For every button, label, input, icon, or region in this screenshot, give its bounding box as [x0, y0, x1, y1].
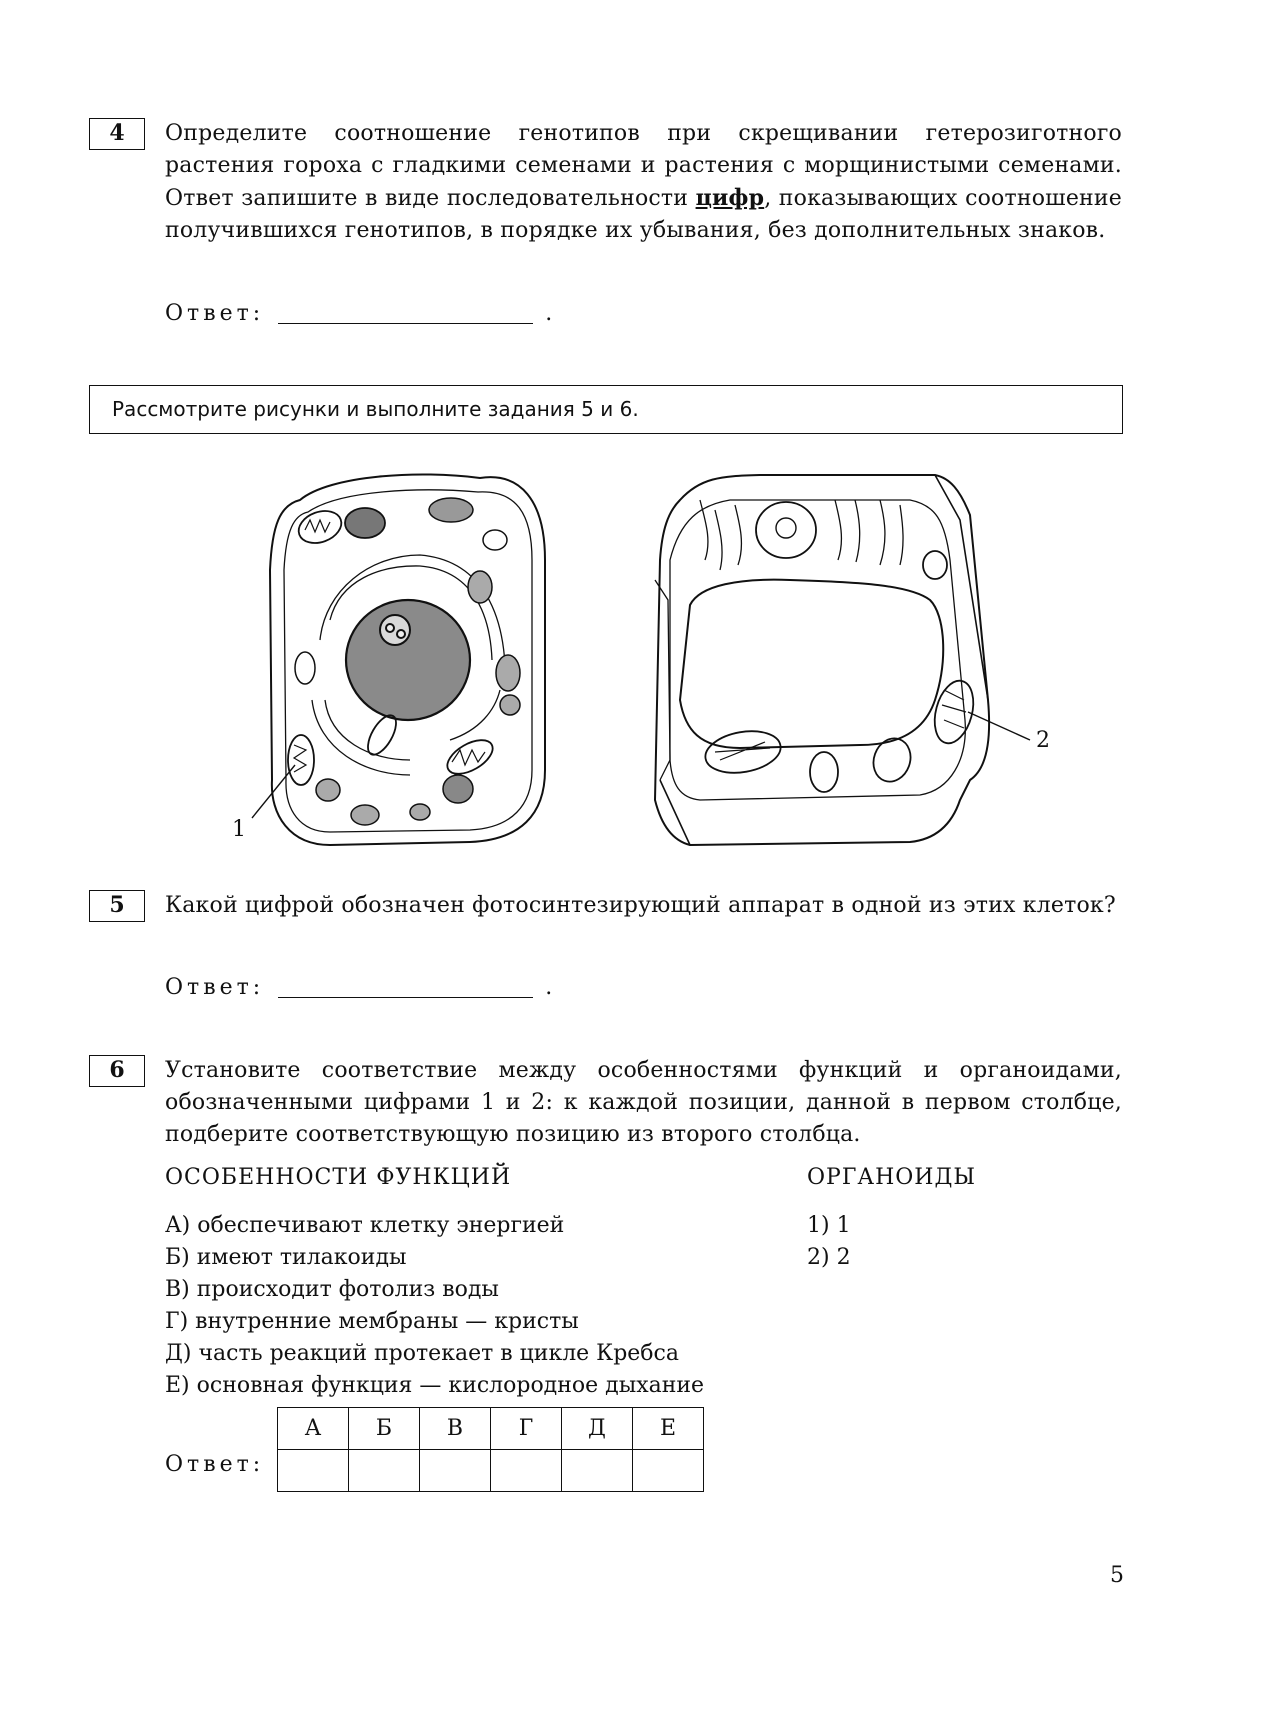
- feature-item: Г) внутренние мембраны — кристы: [165, 1309, 579, 1334]
- question-5-answer: Ответ: .: [165, 975, 557, 1000]
- answer-table-header: А: [278, 1408, 349, 1450]
- figure-label-2: 2: [1036, 728, 1050, 753]
- answer-label: Ответ:: [165, 301, 265, 326]
- instruction-box: Рассмотрите рисунки и выполните задания 5 и 6.: [89, 385, 1123, 434]
- question-number-5: 5: [89, 890, 145, 922]
- answer-table-header: Д: [562, 1408, 633, 1450]
- question-4-text-before: Определите соотношение генотипов при скрещивании гетерозиготного растения гороха с гладкими семенами и растения с морщинистыми семенами. Ответ запишите в виде последовательности: [165, 121, 1122, 211]
- question-6-text: Установите соответствие между особенностями функций и органоидами, обозначенными цифрами 1 и 2: к каждой позиции, данной в первом столбце, подберите соответствующую позицию из второго столбца.: [165, 1058, 1122, 1147]
- answer-cell[interactable]: [278, 1450, 349, 1492]
- plant-cell-wall: [655, 475, 989, 845]
- question-4-answer: Ответ: .: [165, 301, 557, 326]
- answer-cell[interactable]: [349, 1450, 420, 1492]
- feature-item: Б) имеют тилакоиды: [165, 1245, 407, 1270]
- plant-chloroplast-labeled: [928, 676, 979, 747]
- question-4-emphasis: цифр: [695, 185, 765, 211]
- answer-table-header: Г: [491, 1408, 562, 1450]
- organoids-header: ОРГАНОИДЫ: [807, 1165, 977, 1190]
- animal-nucleus: [346, 600, 470, 720]
- answer-table-header-row: [278, 1408, 704, 1450]
- answer-table-header: Е: [633, 1408, 704, 1450]
- plant-vacuole: [680, 580, 943, 748]
- feature-item: А) обеспечивают клетку энергией: [165, 1213, 565, 1238]
- question-5-text: Какой цифрой обозначен фотосинтезирующий аппарат в одной из этих клеток?: [165, 893, 1116, 918]
- question-4-text-after: , показывающих соотношение получившихся генотипов, в порядке их убывания, без дополнительных знаков.: [165, 186, 1122, 243]
- question-number-4: 4: [89, 118, 145, 150]
- answer-table-header: В: [420, 1408, 491, 1450]
- question-6-answer-label: Ответ:: [165, 1452, 265, 1477]
- answer-table-header: Б: [349, 1408, 420, 1450]
- feature-item: Д) часть реакций протекает в цикле Кребса: [165, 1341, 679, 1366]
- organoid-item: 1) 1: [807, 1213, 851, 1238]
- features-header: ОСОБЕННОСТИ ФУНКЦИЙ: [165, 1165, 512, 1190]
- answer-table-input-row: [278, 1450, 704, 1492]
- animal-mitochondrion-1: [294, 505, 346, 548]
- question-number-6: 6: [89, 1055, 145, 1087]
- feature-item: Е) основная функция — кислородное дыхание: [165, 1373, 705, 1398]
- answer-cell[interactable]: [420, 1450, 491, 1492]
- answer-label: Ответ:: [165, 975, 265, 1000]
- answer-table: [277, 1407, 704, 1492]
- organoid-item: 2) 2: [807, 1245, 851, 1270]
- answer-blank[interactable]: [278, 975, 533, 998]
- figure-label-1: 1: [232, 817, 246, 842]
- page-number: 5: [1110, 1563, 1124, 1588]
- answer-cell[interactable]: [491, 1450, 562, 1492]
- animal-mitochondrion-labeled: [288, 735, 314, 785]
- answer-cell[interactable]: [633, 1450, 704, 1492]
- feature-item: В) происходит фотолиз воды: [165, 1277, 499, 1302]
- answer-cell[interactable]: [562, 1450, 633, 1492]
